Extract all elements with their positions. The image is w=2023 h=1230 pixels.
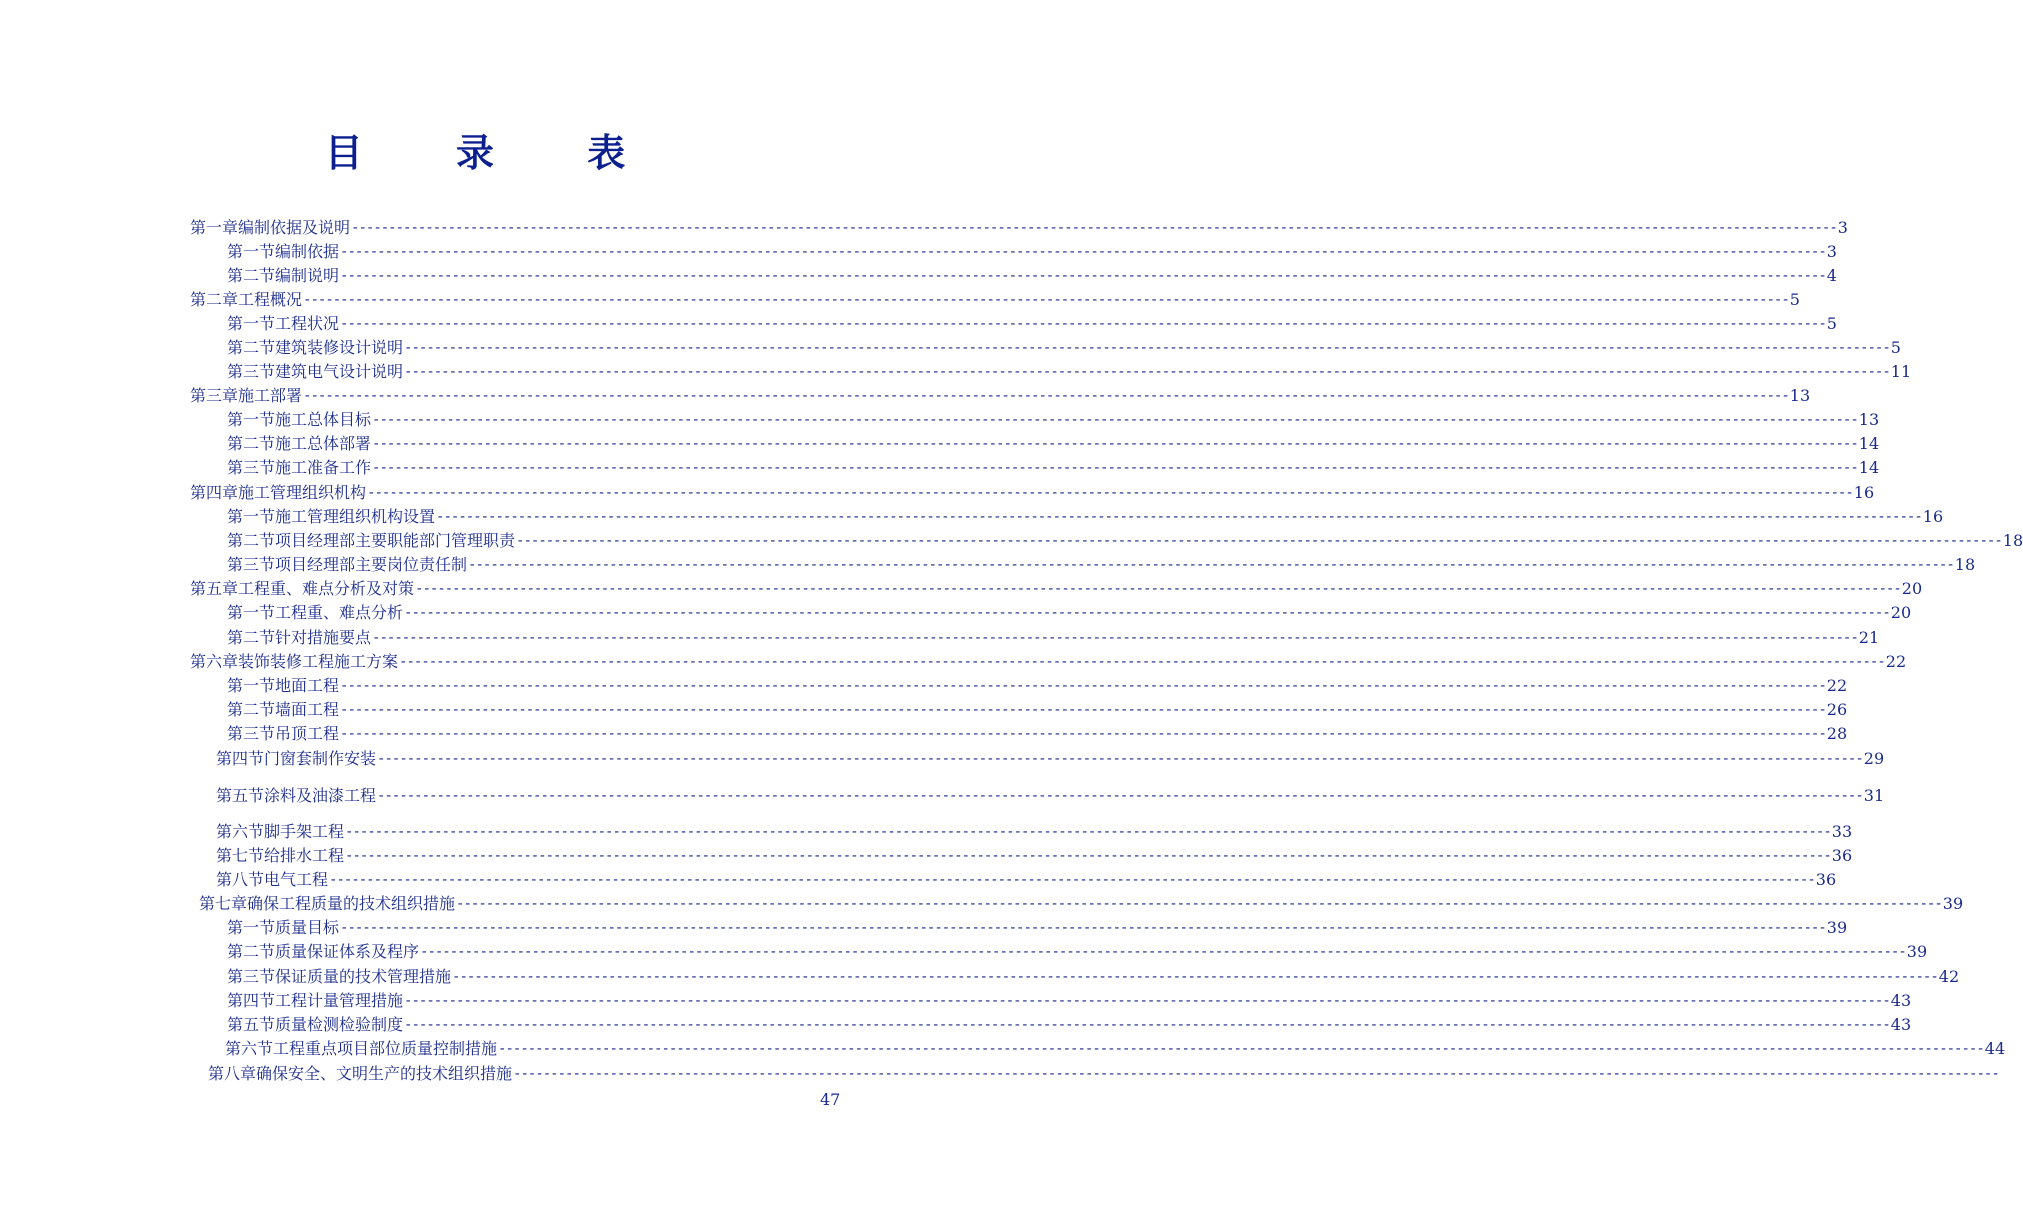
toc-leader-dashes: -------------------------------------------------------------------------------------------------------------------------------------------------------------------------------------------------------- xyxy=(351,220,1837,236)
toc-entry-number: 第一章 xyxy=(190,218,239,237)
toc-entry-number: 第三节 xyxy=(227,967,276,986)
toc-entry[interactable] xyxy=(190,651,1907,673)
toc-leader-dashes: -------------------------------------------------------------------------------------------------------------------------------------------------------------------------------------------------------- xyxy=(340,678,1826,694)
toc-leader-dashes: -------------------------------------------------------------------------------------------------------------------------------------------------------------------------------------------------------- xyxy=(340,244,1826,260)
toc-leader-dashes: -------------------------------------------------------------------------------------------------------------------------------------------------------------------------------------------------------- xyxy=(340,726,1826,742)
toc-entry[interactable] xyxy=(227,433,1880,455)
toc-entry-title: 质量目标 xyxy=(275,918,340,937)
toc-leader-dashes: -------------------------------------------------------------------------------------------------------------------------------------------------------------------------------------------------------- xyxy=(303,388,1789,404)
toc-entry-page: 39 xyxy=(1826,918,1848,937)
toc-entry-title: 项目经理部主要岗位责任制 xyxy=(275,555,468,574)
toc-entry-number: 第一节 xyxy=(227,603,276,622)
toc-entry-page: 13 xyxy=(1789,386,1811,405)
toc-leader-dashes: -------------------------------------------------------------------------------------------------------------------------------------------------------------------------------------------------------- xyxy=(345,824,1831,840)
toc-entry-title: 编制说明 xyxy=(275,266,340,285)
toc-entry[interactable] xyxy=(216,785,1885,807)
toc-leader-dashes: -------------------------------------------------------------------------------------------------------------------------------------------------------------------------------------------------------- xyxy=(377,788,1863,804)
toc-entry-number: 第三节 xyxy=(227,458,276,477)
toc-entry[interactable] xyxy=(190,578,1923,600)
toc-leader-dashes: -------------------------------------------------------------------------------------------------------------------------------------------------------------------------------------------------------- xyxy=(404,1017,1890,1033)
toc-entry-title: 工程概况 xyxy=(238,290,303,309)
toc-entry-title: 电气工程 xyxy=(264,870,329,889)
toc-entry-page: 43 xyxy=(1890,1015,1912,1034)
toc-leader-dashes: -------------------------------------------------------------------------------------------------------------------------------------------------------------------------------------------------------- xyxy=(340,702,1826,718)
toc-entry-title: 施工总体目标 xyxy=(275,410,372,429)
toc-entry[interactable] xyxy=(227,530,2023,552)
toc-entry[interactable] xyxy=(227,699,1848,721)
toc-leader-dashes: -------------------------------------------------------------------------------------------------------------------------------------------------------------------------------------------------------- xyxy=(404,364,1890,380)
toc-entry-title: 施工总体部署 xyxy=(275,434,372,453)
toc-entry[interactable] xyxy=(216,869,1837,891)
toc-leader-dashes: -------------------------------------------------------------------------------------------------------------------------------------------------------------------------------------------------------- xyxy=(452,969,1938,985)
toc-entry[interactable] xyxy=(227,241,1837,263)
toc-entry-title: 墙面工程 xyxy=(275,700,340,719)
toc-entry[interactable] xyxy=(227,990,1912,1012)
toc-entry-title: 质量保证体系及程序 xyxy=(275,942,420,961)
toc-entry-title: 给排水工程 xyxy=(264,846,345,865)
toc-entry-title: 质量检测检验制度 xyxy=(275,1015,404,1034)
toc-leader-dashes: -------------------------------------------------------------------------------------------------------------------------------------------------------------------------------------------------------- xyxy=(513,1066,1999,1082)
toc-entry-page: 22 xyxy=(1885,652,1907,671)
toc-entry-number: 第二章 xyxy=(190,290,239,309)
toc-entry-title: 工程计量管理措施 xyxy=(275,991,404,1010)
toc-entry-title: 施工部署 xyxy=(238,386,303,405)
toc-entry-number: 第二节 xyxy=(227,628,276,647)
toc-entry[interactable] xyxy=(227,723,1848,745)
toc-entry[interactable] xyxy=(227,1014,1912,1036)
toc-entry-number: 第四节 xyxy=(216,749,265,768)
toc-entry-page: 39 xyxy=(1906,942,1928,961)
toc-entry-number: 第二节 xyxy=(227,266,276,285)
toc-leader-dashes: -------------------------------------------------------------------------------------------------------------------------------------------------------------------------------------------------------- xyxy=(372,630,1858,646)
toc-entry[interactable] xyxy=(227,675,1848,697)
toc-entry-title: 门窗套制作安装 xyxy=(264,749,377,768)
toc-leader-dashes: -------------------------------------------------------------------------------------------------------------------------------------------------------------------------------------------------------- xyxy=(340,316,1826,332)
toc-leader-dashes: -------------------------------------------------------------------------------------------------------------------------------------------------------------------------------------------------------- xyxy=(377,751,1863,767)
toc-entry-number: 第六章 xyxy=(190,652,239,671)
toc-entry[interactable] xyxy=(227,941,1928,963)
toc-entry-page: 11 xyxy=(1890,362,1912,381)
toc-entry-title: 建筑装修设计说明 xyxy=(275,338,404,357)
toc-entry[interactable] xyxy=(216,821,1853,843)
toc-entry[interactable] xyxy=(190,289,1800,311)
toc-entry-number: 第七节 xyxy=(216,846,265,865)
toc-entry-page: 22 xyxy=(1826,676,1848,695)
toc-entry[interactable] xyxy=(227,457,1880,479)
toc-entry-page: 21 xyxy=(1858,628,1880,647)
toc-entry-title: 编制依据及说明 xyxy=(238,218,351,237)
toc-entry-title: 工程状况 xyxy=(275,314,340,333)
toc-entry[interactable] xyxy=(190,217,1848,239)
toc-entry-page: 31 xyxy=(1863,786,1885,805)
toc-entry-number: 第五章 xyxy=(190,579,239,598)
toc-entry-page: 33 xyxy=(1831,822,1853,841)
toc-entry-page: 29 xyxy=(1863,749,1885,768)
toc-entry-number: 第三节 xyxy=(227,555,276,574)
toc-leader-dashes: -------------------------------------------------------------------------------------------------------------------------------------------------------------------------------------------------------- xyxy=(340,268,1826,284)
toc-leader-dashes: -------------------------------------------------------------------------------------------------------------------------------------------------------------------------------------------------------- xyxy=(404,993,1890,1009)
toc-entry[interactable] xyxy=(227,361,1912,383)
toc-entry-number: 第二节 xyxy=(227,942,276,961)
toc-entry-title: 施工管理组织机构 xyxy=(238,483,367,502)
toc-leader-dashes: -------------------------------------------------------------------------------------------------------------------------------------------------------------------------------------------------------- xyxy=(399,654,1885,670)
toc-entry-title: 施工准备工作 xyxy=(275,458,372,477)
toc-entry-page: 20 xyxy=(1901,579,1923,598)
toc-entry-page: 3 xyxy=(1826,242,1837,261)
toc-entry-number: 第五节 xyxy=(227,1015,276,1034)
toc-entry-number: 第一节 xyxy=(227,918,276,937)
toc-entry-title: 确保安全、文明生产的技术组织措施 xyxy=(256,1064,513,1083)
toc-entry-title: 建筑电气设计说明 xyxy=(275,362,404,381)
toc-entry-title: 脚手架工程 xyxy=(264,822,345,841)
toc-entry-page: 18 xyxy=(2002,531,2023,550)
toc-entry-page: 14 xyxy=(1858,458,1880,477)
toc-entry[interactable] xyxy=(227,506,1944,528)
toc-entry[interactable] xyxy=(227,554,1976,576)
toc-entry-title: 针对措施要点 xyxy=(275,628,372,647)
toc-entry[interactable] xyxy=(216,748,1885,770)
toc-entry-title: 工程重、难点分析及对策 xyxy=(238,579,415,598)
toc-leader-dashes: -------------------------------------------------------------------------------------------------------------------------------------------------------------------------------------------------------- xyxy=(404,605,1890,621)
toc-entry-page: 4 xyxy=(1826,266,1837,285)
toc-leader-dashes: -------------------------------------------------------------------------------------------------------------------------------------------------------------------------------------------------------- xyxy=(372,436,1858,452)
toc-entry[interactable] xyxy=(225,1038,2006,1060)
toc-entry[interactable] xyxy=(227,627,1880,649)
page-title: 目 录 表 xyxy=(324,130,666,175)
toc-entry-number: 第三节 xyxy=(227,724,276,743)
toc-entry-page: 43 xyxy=(1890,991,1912,1010)
toc-entry-title: 吊顶工程 xyxy=(275,724,340,743)
toc-entry-number: 第三章 xyxy=(190,386,239,405)
toc-entry[interactable] xyxy=(227,337,1901,359)
toc-entry-number: 第二节 xyxy=(227,338,276,357)
toc-entry-page: 36 xyxy=(1831,846,1853,865)
toc-entry-number: 第一节 xyxy=(227,242,276,261)
toc-entry[interactable] xyxy=(227,265,1837,287)
toc-entry-title: 项目经理部主要职能部门管理职责 xyxy=(275,531,516,550)
toc-entry[interactable] xyxy=(199,893,1964,915)
toc-leader-dashes: -------------------------------------------------------------------------------------------------------------------------------------------------------------------------------------------------------- xyxy=(367,485,1853,501)
toc-entry-number: 第一节 xyxy=(227,676,276,695)
toc-entry-page: 20 xyxy=(1890,603,1912,622)
toc-leader-dashes: -------------------------------------------------------------------------------------------------------------------------------------------------------------------------------------------------------- xyxy=(516,533,2002,549)
toc-entry[interactable] xyxy=(227,917,1848,939)
toc-entry-page: 3 xyxy=(1837,218,1848,237)
toc-entry-number: 第一节 xyxy=(227,314,276,333)
toc-entry-page: 5 xyxy=(1890,338,1901,357)
toc-entry-page: 14 xyxy=(1858,434,1880,453)
toc-entry-number: 第六节 xyxy=(216,822,265,841)
toc-entry-page: 36 xyxy=(1815,870,1837,889)
toc-entry[interactable] xyxy=(227,602,1912,624)
toc-entry-page: 42 xyxy=(1938,967,1960,986)
toc-entry[interactable] xyxy=(216,845,1853,867)
toc-entry-page: 16 xyxy=(1853,483,1875,502)
toc-entry-title: 施工管理组织机构设置 xyxy=(275,507,436,526)
toc-entry[interactable] xyxy=(227,313,1837,335)
toc-entry-page: 26 xyxy=(1826,700,1848,719)
toc-leader-dashes: -------------------------------------------------------------------------------------------------------------------------------------------------------------------------------------------------------- xyxy=(404,340,1890,356)
toc-entry-page: 5 xyxy=(1826,314,1837,333)
toc-entry-title: 装饰装修工程施工方案 xyxy=(238,652,399,671)
toc-entry-number: 第七章 xyxy=(199,894,248,913)
toc-entry-title: 确保工程质量的技术组织措施 xyxy=(247,894,456,913)
toc-entry[interactable] xyxy=(227,409,1880,431)
toc-entry-title: 工程重、难点分析 xyxy=(275,603,404,622)
toc-leader-dashes: -------------------------------------------------------------------------------------------------------------------------------------------------------------------------------------------------------- xyxy=(329,872,1815,888)
toc-entry-page: 44 xyxy=(1984,1039,2006,1058)
toc-leader-dashes: -------------------------------------------------------------------------------------------------------------------------------------------------------------------------------------------------------- xyxy=(468,557,1954,573)
toc-entry-number: 第三节 xyxy=(227,362,276,381)
toc-entry-title: 工程重点项目部位质量控制措施 xyxy=(273,1039,498,1058)
toc-leader-dashes: -------------------------------------------------------------------------------------------------------------------------------------------------------------------------------------------------------- xyxy=(345,848,1831,864)
toc-leader-dashes: -------------------------------------------------------------------------------------------------------------------------------------------------------------------------------------------------------- xyxy=(340,920,1826,936)
toc-entry-number: 第六节 xyxy=(225,1039,274,1058)
toc-leader-dashes: -------------------------------------------------------------------------------------------------------------------------------------------------------------------------------------------------------- xyxy=(415,581,1901,597)
toc-entry-number: 第一节 xyxy=(227,410,276,429)
toc-entry-number: 第四节 xyxy=(227,991,276,1010)
toc-entry-number: 第二节 xyxy=(227,434,276,453)
toc-entry[interactable] xyxy=(227,966,1960,988)
toc-entry-number: 第四章 xyxy=(190,483,239,502)
toc-entry-title: 编制依据 xyxy=(275,242,340,261)
toc-leader-dashes: -------------------------------------------------------------------------------------------------------------------------------------------------------------------------------------------------------- xyxy=(420,944,1906,960)
toc-entry-number: 第五节 xyxy=(216,786,265,805)
toc-entry-page: 5 xyxy=(1789,290,1800,309)
toc-entry-page: 47 xyxy=(820,1090,841,1109)
toc-entry-number: 第二节 xyxy=(227,700,276,719)
toc-entry-page: 28 xyxy=(1826,724,1848,743)
toc-leader-dashes: -------------------------------------------------------------------------------------------------------------------------------------------------------------------------------------------------------- xyxy=(456,896,1942,912)
toc-leader-dashes: -------------------------------------------------------------------------------------------------------------------------------------------------------------------------------------------------------- xyxy=(436,509,1922,525)
toc-entry-title: 保证质量的技术管理措施 xyxy=(275,967,452,986)
toc-entry-page: 16 xyxy=(1922,507,1944,526)
toc-entry-page: 18 xyxy=(1954,555,1976,574)
toc-leader-dashes: -------------------------------------------------------------------------------------------------------------------------------------------------------------------------------------------------------- xyxy=(372,412,1858,428)
toc-entry-page: 13 xyxy=(1858,410,1880,429)
toc-entry[interactable] xyxy=(190,385,1811,407)
toc-entry-number: 第八节 xyxy=(216,870,265,889)
toc-entry-number: 第一节 xyxy=(227,507,276,526)
toc-entry-number: 第二节 xyxy=(227,531,276,550)
toc-entry-title: 地面工程 xyxy=(275,676,340,695)
toc-leader-dashes: -------------------------------------------------------------------------------------------------------------------------------------------------------------------------------------------------------- xyxy=(372,460,1858,476)
toc-leader-dashes: -------------------------------------------------------------------------------------------------------------------------------------------------------------------------------------------------------- xyxy=(498,1041,1984,1057)
toc-leader-dashes: -------------------------------------------------------------------------------------------------------------------------------------------------------------------------------------------------------- xyxy=(303,292,1789,308)
toc-entry[interactable] xyxy=(190,482,1875,504)
toc-entry-page: 39 xyxy=(1942,894,1964,913)
toc-entry-title: 涂料及油漆工程 xyxy=(264,786,377,805)
toc-entry-number: 第八章 xyxy=(208,1064,257,1083)
toc-entry[interactable] xyxy=(208,1063,1999,1085)
